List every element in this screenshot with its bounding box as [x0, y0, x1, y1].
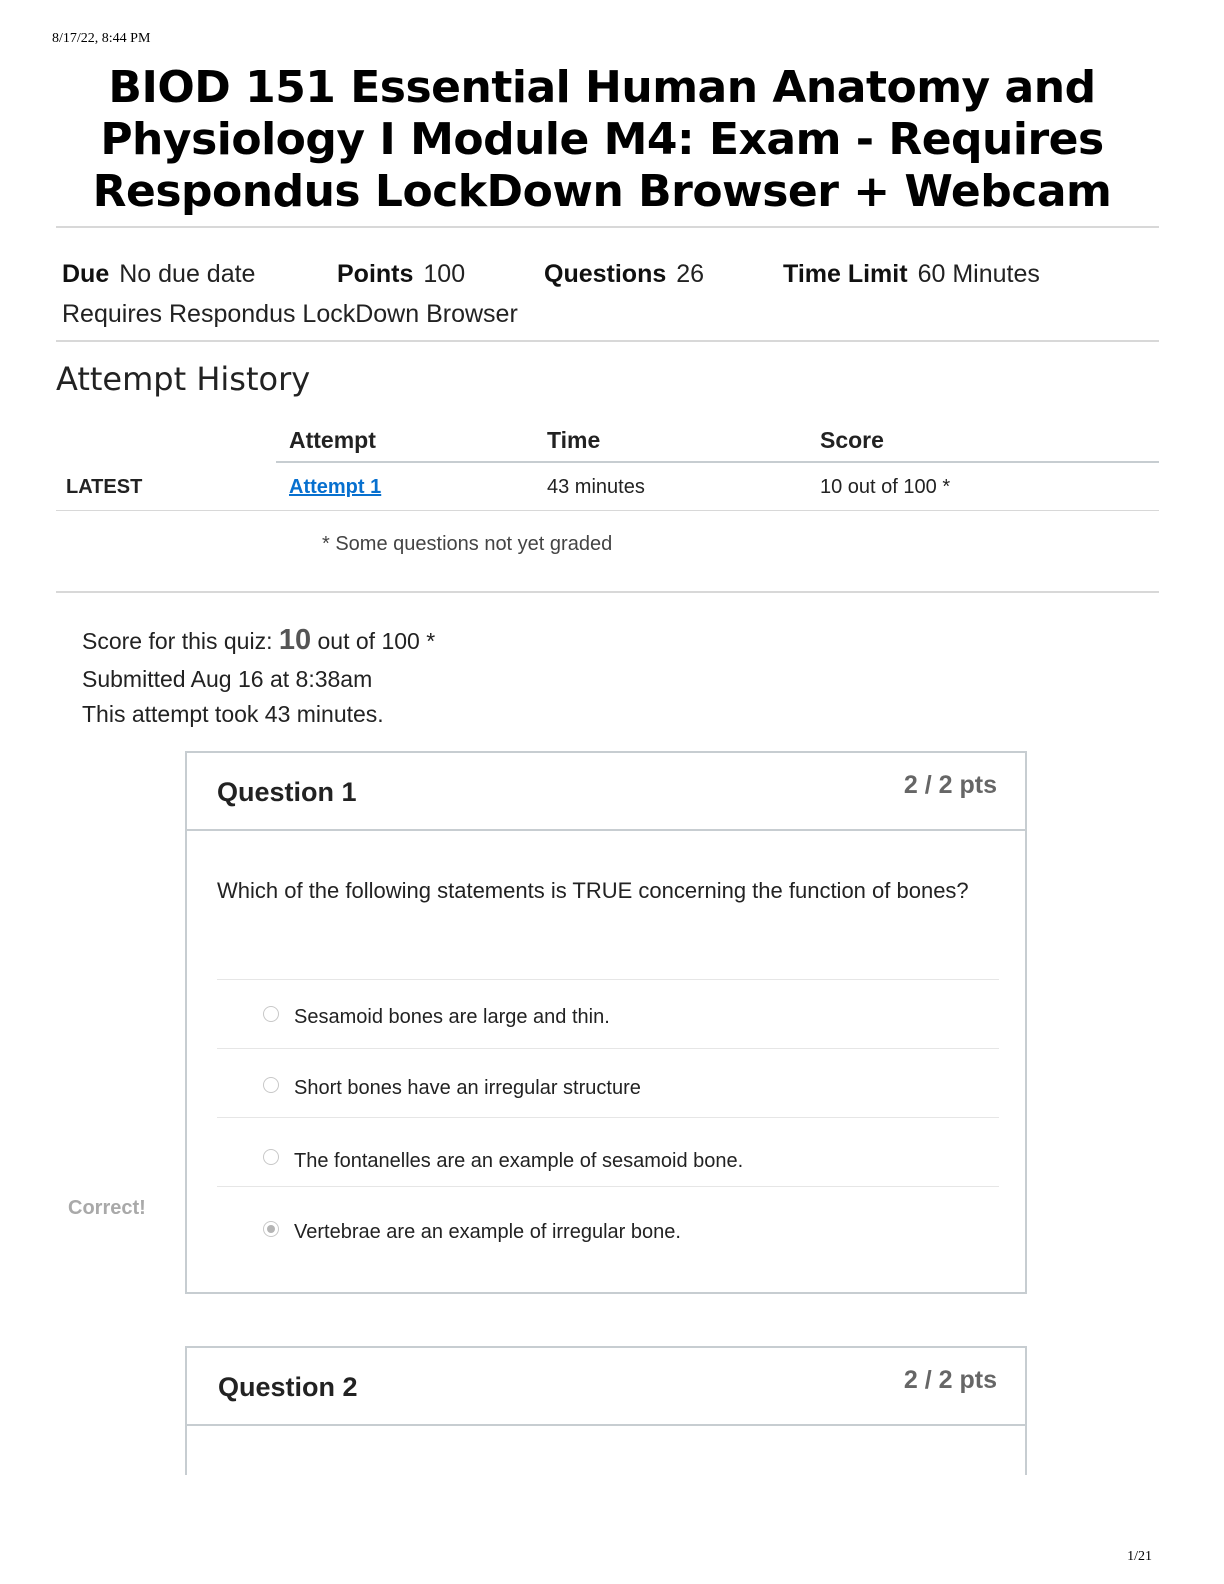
question-card: [185, 1346, 1027, 1475]
column-header-score: Score: [820, 427, 884, 453]
radio-icon[interactable]: [263, 1149, 279, 1165]
attempt-score: 10 out of 100 *: [820, 476, 951, 498]
radio-icon[interactable]: [263, 1006, 279, 1022]
question-header: [187, 1348, 1025, 1426]
table-row-divider: [56, 510, 1159, 511]
score-prefix: Score for this quiz:: [82, 628, 279, 654]
time-limit-label: Time Limit: [783, 259, 908, 288]
questions-field: [544, 260, 783, 289]
answer-option[interactable]: [217, 1048, 999, 1117]
latest-tag: LATEST: [66, 476, 143, 498]
quiz-details: [62, 254, 1152, 334]
lockdown-requirement: Requires Respondus LockDown Browser: [62, 299, 518, 328]
answer-label: Vertebrae are an example of irregular bone.: [294, 1221, 681, 1243]
score-value: 10: [278, 624, 312, 656]
attempt-1-link[interactable]: Attempt 1: [289, 476, 382, 498]
submitted-time: Submitted Aug 16 at 8:38am: [82, 666, 373, 692]
time-limit-value: 60 Minutes: [917, 259, 1040, 288]
correct-feedback: Correct!: [68, 1197, 146, 1219]
quiz-score: [82, 624, 435, 657]
radio-icon[interactable]: [263, 1077, 279, 1093]
attempt-time: 43 minutes: [547, 476, 645, 498]
due-value: No due date: [119, 259, 256, 288]
table-header-divider: [276, 461, 1159, 463]
page-title: BIOD 151 Essential Human Anatomy and Physiology I Module M4: Exam - Requires Respondus LockDown Browser + Webcam: [92, 62, 1112, 217]
question-card: [185, 751, 1027, 1294]
column-header-attempt: Attempt: [289, 427, 376, 453]
questions-value: 26: [676, 259, 705, 288]
attempt-duration: This attempt took 43 minutes.: [82, 701, 384, 727]
question-points: 2 / 2 pts: [903, 1366, 997, 1394]
answer-option-selected[interactable]: [217, 1186, 999, 1255]
question-title: Question 1: [217, 777, 357, 807]
column-header-time: Time: [547, 427, 601, 453]
time-limit-field: [783, 260, 1040, 289]
points-field: [337, 260, 544, 289]
attempt-history-heading: Attempt History: [56, 360, 311, 398]
answer-option[interactable]: [217, 979, 999, 1048]
ungraded-note: * Some questions not yet graded: [322, 533, 613, 555]
questions-label: Questions: [544, 259, 667, 288]
divider: [56, 226, 1159, 228]
answer-list: [217, 979, 999, 1255]
answer-label: The fontanelles are an example of sesamoid bone.: [294, 1150, 744, 1172]
answer-label: Short bones have an irregular structure: [294, 1077, 641, 1099]
divider: [56, 340, 1159, 342]
question-title: Question 2: [218, 1372, 358, 1402]
points-label: Points: [337, 259, 414, 288]
question-header: [187, 753, 1025, 831]
due-field: [62, 260, 337, 289]
radio-selected-icon[interactable]: [263, 1221, 279, 1237]
score-suffix: out of 100 *: [311, 628, 436, 654]
due-label: Due: [62, 259, 110, 288]
question-points: 2 / 2 pts: [903, 771, 997, 799]
divider: [56, 591, 1159, 593]
quiz-details-row: [62, 254, 1152, 294]
answer-option[interactable]: [217, 1117, 999, 1186]
answer-label: Sesamoid bones are large and thin.: [294, 1006, 610, 1028]
points-value: 100: [423, 259, 466, 288]
question-text: Which of the following statements is TRUE concerning the function of bones?: [217, 878, 969, 903]
print-timestamp: 8/17/22, 8:44 PM: [52, 31, 151, 46]
page-number: 1/21: [1127, 1549, 1152, 1564]
